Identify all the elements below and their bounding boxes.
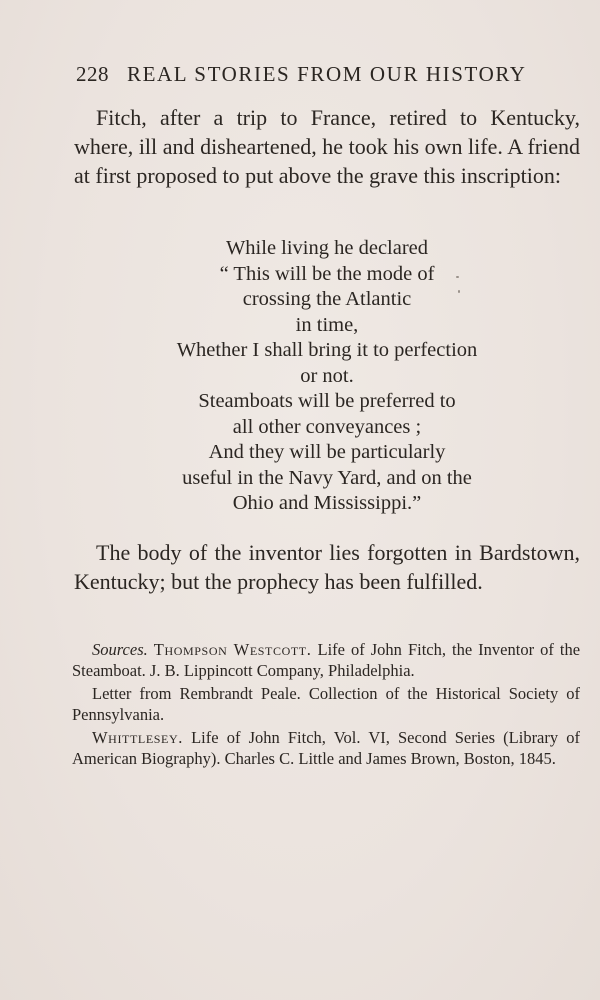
- source-entry-westcott: [72, 640, 580, 681]
- running-head: [76, 62, 546, 90]
- source-author: Thompson Westcott.: [153, 640, 312, 659]
- sources-label: Sources.: [92, 640, 148, 659]
- source-author: Whittlesey.: [92, 728, 183, 747]
- paragraph-fitch-death: [74, 103, 580, 190]
- inscription-line: or not.: [300, 364, 354, 387]
- inscription-line: useful in the Navy Yard, and on the: [182, 466, 472, 489]
- running-title: REAL STORIES FROM OUR HISTORY: [127, 62, 527, 86]
- source-entry-peale: [72, 684, 580, 725]
- inscription-line: in time,: [295, 313, 359, 336]
- page-number: 228: [76, 62, 109, 86]
- paragraph-2-text: The body of the inventor lies forgotten in Bardstown, Kentucky; but the prophecy has been fulfilled.: [74, 540, 580, 594]
- paper-speck: [456, 276, 459, 278]
- paragraph-1-text: Fitch, after a trip to France, retired to Kentucky, where, ill and disheartened, he took his own life. A friend at first proposed to put above the grave this inscription:: [74, 105, 580, 188]
- source-text: Life of John Fitch, Vol. VI, Second Series (Library of American Biography). Charles C. Little and James Brown, Boston, 1845.: [72, 728, 581, 768]
- paragraph-prophecy: [74, 538, 580, 596]
- inscription-line: Ohio and Mississippi.”: [232, 492, 422, 514]
- source-entry-whittlesey: [72, 728, 580, 769]
- inscription-line: And they will be particularly: [208, 441, 446, 463]
- paper-speck: [458, 290, 460, 293]
- source-text: Life of John Fitch, the Inventor of the Steamboat. J. B. Lippincott Company, Philadelphia.: [72, 640, 581, 680]
- source-text: Letter from Rembrandt Peale. Collection of the Historical Society of Pennsylvania.: [72, 684, 580, 724]
- inscription-line: all other conveyances ;: [232, 415, 422, 438]
- sources-section: [72, 640, 580, 772]
- inscription-line: Whether I shall bring it to perfection: [176, 339, 478, 361]
- inscription-line: Steamboats will be preferred to: [198, 390, 456, 412]
- inscription-line: “ This will be the mode of: [219, 262, 435, 285]
- inscription-line: crossing the Atlantic: [242, 288, 412, 310]
- grave-inscription: [74, 236, 580, 517]
- inscription-line: While living he declared: [225, 237, 429, 259]
